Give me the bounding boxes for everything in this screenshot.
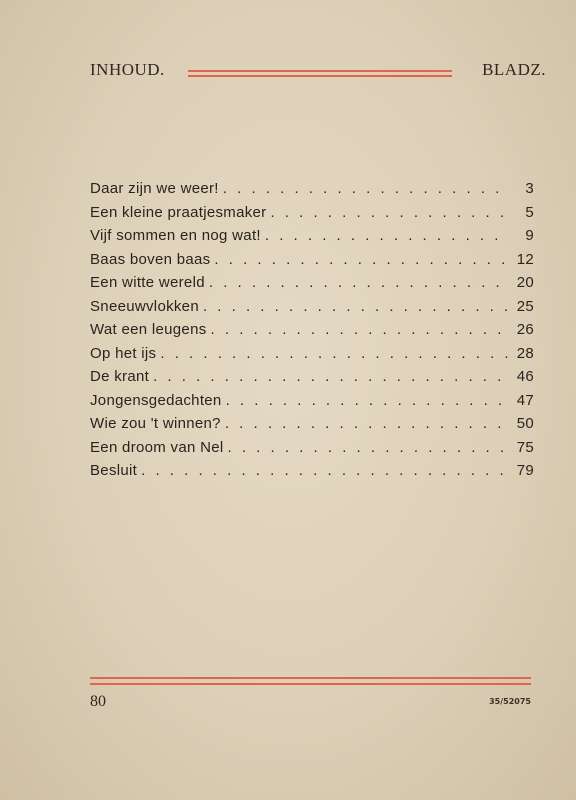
toc-entry bbox=[90, 368, 534, 392]
footer-rule-line-top bbox=[90, 677, 531, 679]
toc-entry-page: 46 bbox=[516, 368, 534, 385]
toc-entry bbox=[90, 204, 534, 228]
toc-entry bbox=[90, 227, 534, 251]
toc-entry-page: 28 bbox=[516, 344, 534, 362]
toc-entry-title: Vijf sommen en nog wat! bbox=[90, 227, 261, 244]
toc-entry-page: 75 bbox=[516, 438, 534, 456]
toc-entry-page: 25 bbox=[516, 297, 534, 315]
header-rule-line-top bbox=[188, 70, 452, 72]
toc-entry-title: Wat een leugens bbox=[90, 321, 207, 338]
toc-entry-page: 5 bbox=[525, 203, 534, 221]
toc-dot-leader bbox=[214, 251, 508, 268]
toc-entry-title: Besluit bbox=[90, 462, 138, 479]
toc-entry-page: 3 bbox=[525, 180, 534, 197]
toc-entry bbox=[90, 392, 534, 416]
page-column-heading: BLADZ. bbox=[482, 60, 546, 79]
toc-entry-page: 50 bbox=[516, 415, 534, 432]
toc-dot-leader bbox=[203, 298, 508, 315]
page-number: 80 bbox=[90, 693, 106, 710]
toc-entry-title: Sneeuwvlokken bbox=[90, 297, 199, 315]
toc-entry-title: De krant bbox=[90, 368, 150, 385]
toc-entry-title: Een witte wereld bbox=[90, 274, 205, 291]
toc-dot-leader bbox=[160, 345, 508, 362]
toc-entry bbox=[90, 298, 534, 322]
toc-entry-page: 20 bbox=[516, 274, 534, 291]
toc-dot-leader bbox=[211, 321, 508, 338]
toc-dot-leader bbox=[225, 415, 508, 432]
toc-dot-leader bbox=[270, 204, 508, 221]
toc-entry-title: Baas boven baas bbox=[90, 250, 211, 268]
header-double-rule bbox=[188, 68, 452, 78]
toc-entry-page: 9 bbox=[525, 227, 534, 244]
toc-entry bbox=[90, 462, 534, 486]
toc-entry-page: 12 bbox=[516, 250, 534, 268]
toc-dot-leader bbox=[209, 274, 508, 291]
footer-rule-line-bottom bbox=[90, 683, 531, 685]
toc-entry-page: 79 bbox=[516, 462, 534, 479]
toc-dot-leader bbox=[228, 439, 508, 456]
header-rule-line-bottom bbox=[188, 75, 452, 77]
toc-entry-title: Wie zou 't winnen? bbox=[90, 415, 221, 432]
toc-dot-leader bbox=[153, 368, 508, 385]
toc-entry bbox=[90, 274, 534, 298]
page-header bbox=[90, 60, 546, 84]
toc-entry-page: 26 bbox=[516, 321, 534, 338]
contents-heading: INHOUD. bbox=[90, 60, 165, 79]
toc-entry bbox=[90, 321, 534, 345]
toc-dot-leader bbox=[226, 392, 508, 409]
toc-dot-leader bbox=[265, 227, 508, 244]
toc-entry bbox=[90, 180, 534, 204]
toc-entry bbox=[90, 345, 534, 369]
table-of-contents bbox=[90, 180, 534, 486]
toc-entry-title: Een kleine praatjesmaker bbox=[90, 203, 267, 221]
print-code: 35/52075 bbox=[489, 697, 531, 706]
toc-entry-title: Een droom van Nel bbox=[90, 438, 224, 456]
footer-double-rule bbox=[90, 676, 531, 686]
toc-entry-title: Daar zijn we weer! bbox=[90, 180, 219, 197]
toc-entry bbox=[90, 415, 534, 439]
toc-dot-leader bbox=[223, 180, 508, 197]
toc-entry-page: 47 bbox=[516, 391, 534, 409]
toc-dot-leader bbox=[141, 462, 508, 479]
toc-entry-title: Op het ijs bbox=[90, 344, 157, 362]
toc-entry bbox=[90, 251, 534, 275]
toc-entry bbox=[90, 439, 534, 463]
toc-entry-title: Jongensgedachten bbox=[90, 391, 222, 409]
